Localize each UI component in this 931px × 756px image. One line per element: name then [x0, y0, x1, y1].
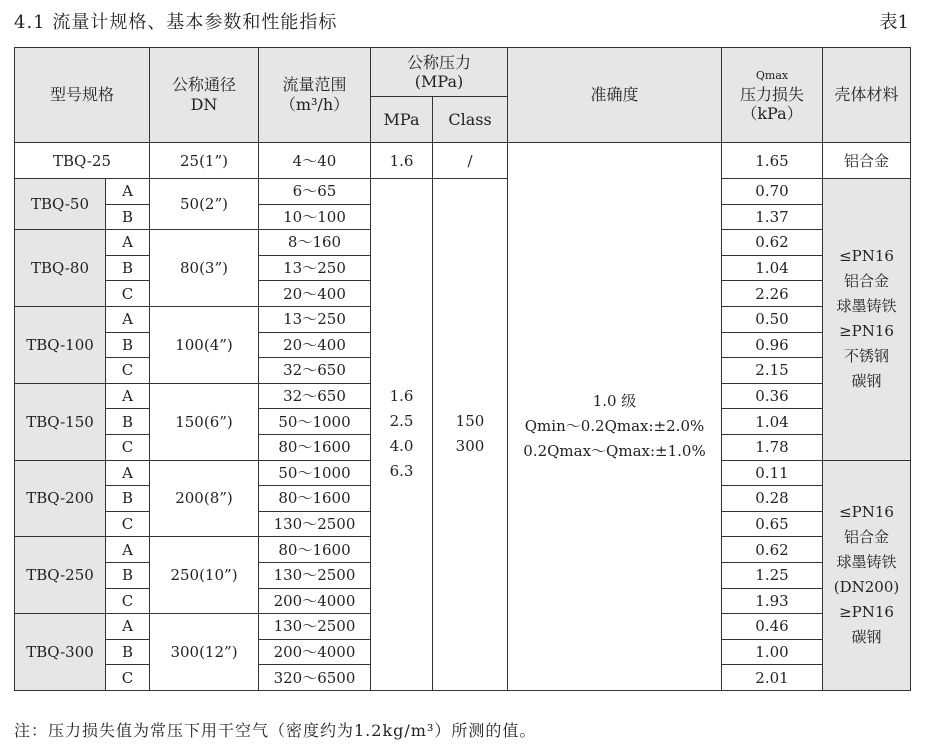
- pressure-loss-cell: 0.65: [722, 511, 823, 537]
- model-cell: TBQ-300: [15, 614, 106, 691]
- flow-cell: 130～2500: [259, 614, 371, 640]
- variant-cell: A: [106, 537, 150, 563]
- flow-cell: 50～1000: [259, 460, 371, 486]
- variant-cell: B: [106, 562, 150, 588]
- variant-cell: C: [106, 511, 150, 537]
- table-header: [15, 48, 911, 143]
- header-pressure-line1: 公称压力: [406, 52, 471, 72]
- header-loss-line2: 压力损失: [739, 85, 804, 104]
- pressure-loss-cell: 0.62: [722, 537, 823, 563]
- header-flow-line2: （m³/h）: [279, 95, 350, 114]
- material-cell-line: ≥PN16: [839, 322, 894, 341]
- pressure-loss-cell: 1.65: [722, 143, 823, 179]
- variant-cell: A: [106, 230, 150, 256]
- material-cell: [823, 179, 911, 461]
- model-cell: TBQ-200: [15, 460, 106, 537]
- mpa-cell-line: 2.5: [389, 412, 414, 431]
- variant-cell: C: [106, 665, 150, 691]
- dn-cell: 80(3”): [150, 230, 259, 307]
- pressure-loss-cell: 0.96: [722, 332, 823, 358]
- flow-cell: 8～160: [259, 230, 371, 256]
- material-cell-line: 铝合金: [843, 272, 889, 291]
- variant-cell: B: [106, 255, 150, 281]
- dn-cell: 200(8”): [150, 460, 259, 537]
- variant-cell: B: [106, 204, 150, 230]
- spec-table: [14, 47, 911, 691]
- flow-cell: 32～650: [259, 383, 371, 409]
- header-flow-line1: 流量范围: [282, 75, 347, 94]
- footnote: 注：压力损失值为常压下用干空气（密度约为1.2kg/m³）所测的值。: [14, 721, 537, 740]
- material-cell: 铝合金: [823, 143, 911, 179]
- table-body: [15, 143, 911, 691]
- header-loss: [722, 48, 823, 143]
- flow-cell: 20～400: [259, 281, 371, 307]
- header-accuracy: 准确度: [508, 48, 722, 143]
- flow-cell: 130～2500: [259, 562, 371, 588]
- flow-cell: 80～1600: [259, 537, 371, 563]
- pressure-loss-cell: 0.70: [722, 179, 823, 205]
- variant-cell: A: [106, 460, 150, 486]
- header-material: 壳体材料: [823, 48, 911, 143]
- mpa-cell: 1.6: [371, 143, 433, 179]
- variant-cell: A: [106, 306, 150, 332]
- table-row: [15, 179, 911, 205]
- flow-cell: 10～100: [259, 204, 371, 230]
- variant-cell: B: [106, 409, 150, 435]
- accuracy-cell-line: 0.2Qmax～Qmax:±1.0%: [523, 441, 706, 460]
- pressure-loss-cell: 0.28: [722, 486, 823, 512]
- pressure-loss-cell: 0.50: [722, 306, 823, 332]
- flow-cell: 50～1000: [259, 409, 371, 435]
- pressure-loss-cell: 0.11: [722, 460, 823, 486]
- mpa-cell: [371, 179, 433, 691]
- dn-cell: 50(2”): [150, 179, 259, 230]
- pressure-loss-cell: 1.25: [722, 562, 823, 588]
- dn-cell: 25(1”): [150, 143, 259, 179]
- pressure-loss-cell: 1.04: [722, 255, 823, 281]
- table-row: [15, 143, 911, 179]
- material-cell: [823, 460, 911, 690]
- flow-cell: 32～650: [259, 358, 371, 384]
- flow-cell: 13～250: [259, 306, 371, 332]
- pressure-loss-cell: 1.37: [722, 204, 823, 230]
- material-cell-line: (DN200): [833, 578, 900, 597]
- flow-cell: 20～400: [259, 332, 371, 358]
- flow-cell: 200～4000: [259, 639, 371, 665]
- model-cell: TBQ-250: [15, 537, 106, 614]
- header-flow: [259, 48, 371, 143]
- mpa-cell-line: 6.3: [389, 462, 414, 481]
- flow-cell: 13～250: [259, 255, 371, 281]
- table-number: 表1: [879, 12, 909, 33]
- accuracy-cell: [508, 143, 722, 691]
- variant-cell: B: [106, 486, 150, 512]
- model-cell: TBQ-50: [15, 179, 106, 230]
- header-loss-line3: （kPa）: [741, 104, 803, 123]
- accuracy-cell-line: 1.0 级: [592, 391, 637, 410]
- flow-cell: 200～4000: [259, 588, 371, 614]
- header-dn: [150, 48, 259, 143]
- pressure-loss-cell: 1.04: [722, 409, 823, 435]
- material-cell-line: 球墨铸铁: [836, 297, 897, 316]
- header-pressure: [371, 48, 508, 97]
- pressure-loss-cell: 0.62: [722, 230, 823, 256]
- pressure-loss-cell: 1.78: [722, 434, 823, 460]
- variant-cell: C: [106, 358, 150, 384]
- model-cell: TBQ-100: [15, 306, 106, 383]
- model-cell: TBQ-150: [15, 383, 106, 460]
- pressure-loss-cell: 2.01: [722, 665, 823, 691]
- flow-cell: 80～1600: [259, 434, 371, 460]
- flow-cell: 6～65: [259, 179, 371, 205]
- class-cell-line: 300: [455, 437, 485, 456]
- model-cell: TBQ-25: [15, 143, 150, 179]
- material-cell-line: 球墨铸铁: [836, 553, 897, 572]
- material-cell-line: 碳钢: [851, 628, 882, 647]
- pressure-loss-cell: 1.00: [722, 639, 823, 665]
- variant-cell: A: [106, 383, 150, 409]
- variant-cell: C: [106, 434, 150, 460]
- variant-cell: C: [106, 588, 150, 614]
- model-cell: TBQ-80: [15, 230, 106, 307]
- material-cell-line: 碳钢: [851, 372, 882, 391]
- variant-cell: B: [106, 639, 150, 665]
- pressure-loss-cell: 2.15: [722, 358, 823, 384]
- pressure-loss-cell: 2.26: [722, 281, 823, 307]
- header-dn-line2: DN: [190, 95, 218, 114]
- pressure-loss-cell: 0.36: [722, 383, 823, 409]
- header-mpa: MPa: [371, 97, 433, 143]
- class-cell: [433, 179, 508, 691]
- variant-cell: B: [106, 332, 150, 358]
- flow-cell: 130～2500: [259, 511, 371, 537]
- section-title: 4.1 流量计规格、基本参数和性能指标: [14, 12, 338, 33]
- header-class: Class: [433, 97, 508, 143]
- accuracy-cell-line: Qmin～0.2Qmax:±2.0%: [524, 416, 705, 435]
- header-dn-line1: 公称通径: [171, 75, 236, 94]
- variant-cell: C: [106, 281, 150, 307]
- dn-cell: 300(12”): [150, 614, 259, 691]
- pressure-loss-cell: 1.93: [722, 588, 823, 614]
- variant-cell: A: [106, 179, 150, 205]
- mpa-cell-line: 1.6: [389, 387, 414, 406]
- material-cell-line: 不锈钢: [843, 347, 889, 366]
- mpa-cell-line: 4.0: [389, 437, 414, 456]
- class-cell: /: [433, 143, 508, 179]
- dn-cell: 150(6”): [150, 383, 259, 460]
- header-loss-line1: Qmax: [755, 69, 789, 82]
- pressure-loss-cell: 0.46: [722, 614, 823, 640]
- flow-cell: 320～6500: [259, 665, 371, 691]
- header-model: 型号规格: [15, 48, 150, 143]
- material-cell-line: ≤PN16: [839, 503, 894, 522]
- variant-cell: A: [106, 614, 150, 640]
- class-cell-line: 150: [455, 412, 485, 431]
- header-pressure-line2: (MPa): [414, 71, 464, 91]
- dn-cell: 250(10”): [150, 537, 259, 614]
- flow-cell: 80～1600: [259, 486, 371, 512]
- flow-cell: 4～40: [259, 143, 371, 179]
- material-cell-line: ≥PN16: [839, 603, 894, 622]
- material-cell-line: 铝合金: [843, 528, 889, 547]
- material-cell-line: ≤PN16: [839, 247, 894, 266]
- dn-cell: 100(4”): [150, 306, 259, 383]
